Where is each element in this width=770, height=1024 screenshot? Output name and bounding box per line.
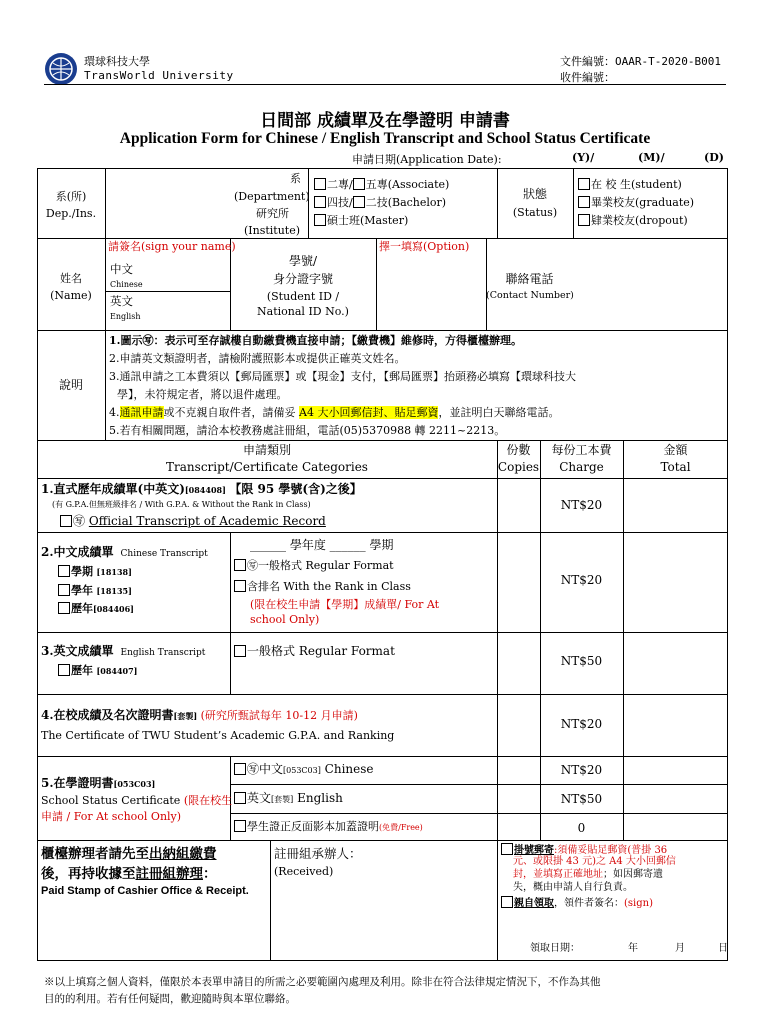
- registrar-label: 註冊組承辦人：: [274, 846, 362, 861]
- checkbox[interactable]: [234, 580, 246, 592]
- checkbox[interactable]: [58, 584, 70, 596]
- page-title-en: Application Form for Chinese / English Transcript and School Status Certificate: [119, 130, 651, 147]
- privacy-footer: [44, 974, 734, 1008]
- checkbox[interactable]: [58, 565, 70, 577]
- item-3-regular[interactable]: 一般格式 Regular Format: [234, 644, 395, 659]
- item-2-title: 2.中文成績單 Chinese Transcript: [41, 545, 208, 559]
- checkbox[interactable]: [58, 664, 70, 676]
- university-logo: [44, 52, 78, 86]
- dept-label-zh: 系(所): [55, 190, 87, 203]
- write-icon: ㊢: [247, 762, 260, 776]
- program-option-bachelor[interactable]: 四技/ 二技(Bachelor): [314, 196, 446, 210]
- item-5-price-1: NT$20: [560, 763, 603, 777]
- item-5-chinese[interactable]: ㊢中文[053C03] Chinese: [234, 762, 374, 777]
- note-3a: 3.通訊申請之工本費須以【郵局匯票】或【現金】支付，【郵局匯票】抬頭務必填寫【環球科技大: [109, 370, 576, 383]
- checkbox[interactable]: [234, 792, 246, 804]
- item-1-price: NT$20: [560, 498, 603, 512]
- name-label-zh: 姓名: [60, 272, 82, 285]
- item-5-price-3: 0: [577, 821, 586, 835]
- option-hint: 擇一填寫(Option): [379, 240, 470, 253]
- dept-xi-label: 系: [290, 172, 301, 185]
- checkbox[interactable]: [234, 645, 246, 657]
- item-5-student-id-copy[interactable]: 學生證正反面影本加蓋證明(免費/Free): [234, 820, 423, 834]
- department-label: (Department): [234, 190, 310, 203]
- checkbox[interactable]: [234, 763, 246, 775]
- status-option-dropout[interactable]: 肄業校友(dropout): [578, 214, 688, 228]
- checkbox[interactable]: [578, 178, 590, 190]
- copies-header-zh: 份數: [506, 443, 531, 457]
- item-2-rank-note-2: school Only): [250, 613, 320, 626]
- program-option-associate[interactable]: 二專/ 五專(Associate): [314, 178, 449, 192]
- mail-note-4: 失，概由申請人自行負責。: [513, 882, 633, 893]
- chinese-name-label: 中文: [110, 262, 133, 276]
- item-2-term: ______ 學年度 ______ 學期: [250, 538, 394, 552]
- checkbox[interactable]: [314, 214, 326, 226]
- category-header-zh: 申請類別: [242, 443, 291, 457]
- status-label-en: (Status): [512, 206, 558, 219]
- notes-label: 說明: [58, 378, 83, 392]
- item-5-en: School Status Certificate (限在校生: [41, 794, 233, 807]
- university-name-zh: 環球科技大學: [84, 55, 150, 68]
- date-day-label: (D): [704, 151, 724, 164]
- checkbox[interactable]: [578, 196, 590, 208]
- checkbox[interactable]: [60, 515, 72, 527]
- english-name-label: 英文: [110, 294, 133, 308]
- item-1-title: 1.直式歷年成績單(中英文)[084408] 【限 95 學號(含)之後】: [41, 482, 362, 496]
- item-5-title: 5.在學證明書[053C03]: [41, 776, 156, 790]
- self-pickup-option[interactable]: 親自領取，領件者簽名：(sign): [501, 896, 653, 911]
- program-option-master[interactable]: 碩士班(Master): [314, 214, 408, 228]
- pickup-month: 月: [675, 943, 685, 954]
- item-2-year[interactable]: 學年 [18135]: [58, 584, 132, 598]
- item-2-history[interactable]: 歷年[084406]: [58, 602, 134, 616]
- header-divider: [44, 84, 726, 85]
- item-5-price-2: NT$50: [560, 792, 603, 806]
- student-id-label-3: (Student ID /: [266, 290, 340, 303]
- item-4-price: NT$20: [560, 717, 603, 731]
- institute-label: (Institute): [244, 224, 301, 237]
- payment-instruction-2: 後，再持收據至註冊組辦理：: [41, 866, 217, 882]
- item-1-note: (有 G.P.A.但無班級排名 / With G.P.A. & Without the Rank in Class): [52, 500, 311, 509]
- copies-header-en: Copies: [497, 460, 540, 474]
- item-1-option[interactable]: ㊢ Official Transcript of Academic Record: [60, 514, 326, 529]
- date-month-label: (M)/: [638, 151, 665, 164]
- total-header-zh: 金額: [663, 443, 688, 457]
- mail-option[interactable]: 掛號郵寄:須備妥貼足郵資(普掛 36: [501, 843, 667, 857]
- checkbox[interactable]: [314, 178, 326, 190]
- item-3-price: NT$50: [560, 654, 603, 668]
- item-5-note: 申請 / For At school Only): [41, 810, 182, 823]
- mail-note-2: 元、或限掛 43 元)之 A4 大小回郵信: [513, 856, 676, 867]
- page-title-zh: 日間部 成績單及在學證明 申請書: [260, 111, 510, 131]
- item-3-title: 3.英文成績單 English Transcript: [41, 644, 206, 658]
- contact-label-en: (Contact Number): [486, 290, 574, 301]
- checkbox[interactable]: [314, 196, 326, 208]
- item-2-rank-note-1: (限在校生申請【學期】成績單/ For At: [250, 598, 440, 611]
- item-5-english[interactable]: 英文[套製] English: [234, 791, 343, 806]
- note-2: 2.申請英文類證明者，請檢附護照影本或提供正確英文姓名。: [109, 352, 406, 365]
- charge-header-zh: 每份工本費: [551, 443, 612, 457]
- note-4: 4.通訊申請或不克親自取件者，請備妥 A4 大小回郵信封、貼足郵資，並註明白天聯絡電話。: [109, 406, 560, 419]
- item-4-title: 4.在校成績及名次證明書[套製] (研究所甄試每年 10-12 月申請): [41, 708, 358, 722]
- item-2-regular[interactable]: ㊢一般格式 Regular Format: [234, 559, 394, 573]
- item-2-price: NT$20: [560, 573, 603, 587]
- checkbox[interactable]: [501, 896, 513, 908]
- receipt-number: 收件編號：: [560, 71, 615, 84]
- university-name-en: TransWorld University: [84, 69, 234, 82]
- mail-note-3: 封，並填寫正確地址；如因郵寄遺: [513, 869, 663, 880]
- date-year-label: (Y)/: [572, 151, 595, 164]
- checkbox[interactable]: [578, 214, 590, 226]
- document-number: 文件編號：OAAR-T-2020-B001: [560, 55, 721, 68]
- item-4-en: The Certificate of TWU Student’s Academic G.P.A. and Ranking: [41, 729, 395, 742]
- item-2-rank[interactable]: 含排名 With the Rank in Class: [234, 580, 411, 594]
- checkbox[interactable]: [234, 559, 246, 571]
- contact-label-zh: 聯絡電話: [505, 272, 554, 286]
- application-date-label: 申請日期(Application Date):: [352, 153, 502, 166]
- pickup-date-label: 領取日期：: [530, 943, 580, 954]
- status-option-student[interactable]: 在 校 生(student): [578, 178, 682, 192]
- pickup-year: 年: [628, 943, 638, 954]
- payment-instruction-en: Paid Stamp of Cashier Office & Receipt.: [41, 885, 249, 897]
- status-label-zh: 狀態: [522, 187, 547, 201]
- payment-instruction-1: 櫃檯辦理者請先至出納組繳費: [41, 846, 217, 862]
- write-icon: ㊢: [247, 559, 258, 572]
- name-label-en: (Name): [50, 289, 92, 302]
- registrar-label-en: (Received): [274, 865, 334, 878]
- chinese-name-label-en: Chinese: [110, 280, 143, 289]
- item-3-history[interactable]: 歷年 [084407]: [58, 664, 137, 678]
- checkbox[interactable]: [58, 602, 70, 614]
- category-header-en: Transcript/Certificate Categories: [166, 460, 368, 474]
- student-id-label-2: 身分證字號: [272, 272, 333, 286]
- english-name-label-en: English: [110, 312, 141, 321]
- checkbox[interactable]: [501, 843, 513, 855]
- checkbox[interactable]: [353, 178, 365, 190]
- item-2-semester[interactable]: 學期 [18138]: [58, 565, 132, 579]
- sign-hint: 請簽名(sign your name): [108, 240, 236, 253]
- note-1: 1.圖示㊢：表示可至存誠樓自動繳費機直接申請；【繳費機】維修時，方得櫃檯辦理。: [109, 334, 522, 347]
- checkbox[interactable]: [234, 820, 246, 832]
- total-header-en: Total: [660, 460, 691, 474]
- privacy-footer-line-1: ※以上填寫之個人資料，僅限於本表單申請目的所需之必要範圍內處理及利用。除非在符合法律規定情況下，不作為其他: [44, 976, 601, 988]
- student-id-label-4: National ID No.): [257, 305, 349, 318]
- student-id-label-1: 學號/: [288, 254, 318, 268]
- privacy-footer-line-2: 目的的利用。若有任何疑問，歡迎隨時與本單位聯絡。: [44, 992, 296, 1005]
- note-5: 5.若有相關問題，請洽本校教務處註冊組，電話(05)5370988 轉 2211~2213。: [109, 424, 506, 437]
- pickup-day: 日: [718, 943, 728, 954]
- status-option-graduate[interactable]: 畢業校友(graduate): [578, 196, 694, 210]
- dept-label-en: Dep./Ins.: [45, 207, 97, 220]
- write-icon: ㊢: [73, 514, 86, 528]
- institute-label-zh: 研究所: [256, 207, 289, 220]
- checkbox[interactable]: [353, 196, 365, 208]
- charge-header-en: Charge: [559, 460, 604, 474]
- note-3b: 學】，未符規定者，將以退件處理。: [117, 388, 288, 401]
